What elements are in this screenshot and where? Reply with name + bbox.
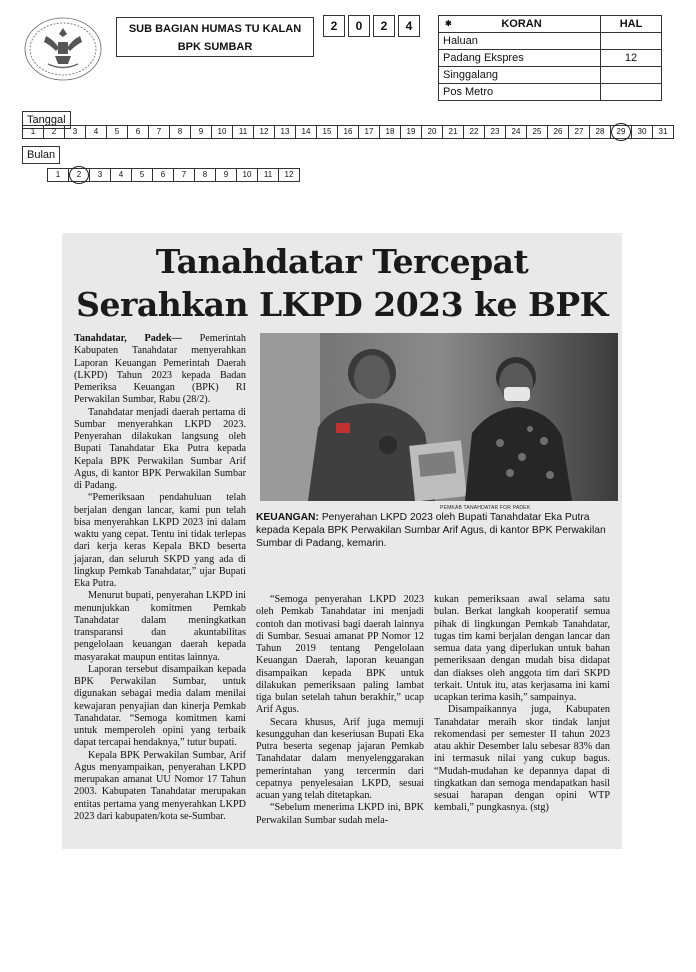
office-label-box (116, 17, 314, 57)
month-cell: 3 (90, 168, 111, 182)
day-cell: 23 (485, 125, 506, 139)
month-cell: 9 (216, 168, 237, 182)
day-cell: 12 (254, 125, 275, 139)
article-paragraph: Menurut bupati, penyerahan LKPD ini menunjukkan komitmen Pemkab Tanahdatar dalam meningkatkan transparansi dan akuntabilitas pengelolaan keuangan daerah kepada masyarakat maupun entitas lainnya. (74, 590, 246, 663)
article-paragraph: Tanahdatar, Padek— Pemerintah Kabupaten Tanahdatar menyerahkan Laporan Keuangan Pemerintah Daerah (LKPD) Tahun 2023 kepada Badan Pemeriksa Keuangan (BPK) RI Perwakilan Sumbar, Rabu (28/2). (74, 333, 246, 406)
day-cell: 21 (443, 125, 464, 139)
day-cell: 1 (22, 125, 44, 139)
article-paragraph: Kepala BPK Perwakilan Sumbar, Arif Agus menyampaikan, penyerahan LKPD merupakan amanat UU Nomor 17 Tahun 2003. Kabupaten Tanahdatar merupakan entitas pertama yang menyerahkan LKPD 2023 dari kabupaten/kota se-Sumbar. (74, 749, 246, 822)
hal-header: HAL (619, 18, 643, 30)
day-cell: 4 (86, 125, 107, 139)
article-paragraph: kukan pemeriksaan awal selama satu bulan. Berkat langkah kooperatif semua pihak di lingkungan Pemkab Tanahdatar, tugas tim kami berjalan dengan lancar dan semua data yang diperlukan untuk bahan pemeriksaan dengan mudah bisa didapat dan diakses oleh anggota tim dari SKPD terkait. Untuk itu, atas kerjasama ini kami ucapkan terima kasih,” sampainya. (434, 594, 610, 703)
day-cell: 29 (611, 125, 632, 139)
day-cell: 17 (359, 125, 380, 139)
garuda-emblem-icon (22, 14, 104, 84)
article-paragraph: Laporan tersebut disampaikan kepada BPK Perwakilan Sumbar, untuk digunakan sebagai media dalam menilai kewajaran penyajian dan kinerja Pemkab Tanahdatar. “Semoga komitmen kami untuk memperoleh opini yang terbaik dapat tercapai hendaknya,” tutur bupati. (74, 663, 246, 749)
office-line-1: SUB BAGIAN HUMAS TU KALAN (128, 23, 302, 35)
day-cell: 14 (296, 125, 317, 139)
month-cell: 7 (174, 168, 195, 182)
day-cell: 31 (653, 125, 674, 139)
month-cell: 8 (195, 168, 216, 182)
day-cell: 16 (338, 125, 359, 139)
article-photo (260, 333, 618, 501)
headline-line-1: Tanahdatar Tercepat (155, 242, 529, 281)
month-cell: 12 (279, 168, 300, 182)
newspaper-page (601, 67, 661, 83)
caption-label: KEUANGAN: (256, 512, 319, 523)
newspaper-table (438, 15, 662, 101)
handover-photo-icon (260, 333, 618, 501)
day-cell: 13 (275, 125, 296, 139)
day-cell: 19 (401, 125, 422, 139)
month-cells (47, 168, 300, 182)
month-cell: 2 (69, 168, 90, 182)
day-cell: 10 (212, 125, 233, 139)
article-paragraph: “Semoga penyerahan LKPD 2023 oleh Pemkab Tanahdatar ini menjadi contoh dan motivasi bagi daerah lainnya di Sumbar. Sesuai amanat PP Nomor 12 Tahun 2019 tentang Pengelolaan Keuangan Daerah, laporan keuangan disampaikan kepada BPK untuk dilakukan pemeriksaan paling lambat tiga bulan setelah tahun berakhir,” ucap Arif Agus. (256, 594, 424, 716)
year-digit: 0 (348, 15, 370, 37)
article-paragraph: Disampaikannya juga, Kabupaten Tanahdatar meraih skor tindak lanjut rekomendasi per semester II tahun 2023 atau akhir Desember lalu sebesar 83% dan ini termasuk nilai yang cukup bagus. “Mudah-mudahan ke depannya dapat di tingkatkan dan semoga mendapatkan hasil sesuai harapan dengan opini WTP kembali,” pungkasnya. (stg) (434, 704, 610, 814)
newspaper-row (439, 33, 661, 50)
caption-text: Penyerahan LKPD 2023 oleh Bupati Tanahdatar Eka Putra kepada Kepala BPK Perwakilan Sumbar Arif Agus, di kantor BPK Perwakilan Sumbar di Padang, kemarin. (256, 512, 606, 549)
newspaper-page: 12 (624, 52, 638, 64)
day-cell: 27 (569, 125, 590, 139)
month-cell: 6 (153, 168, 174, 182)
day-cell: 15 (317, 125, 338, 139)
day-cell: 20 (422, 125, 443, 139)
year-boxes (323, 15, 423, 37)
article-paragraph: “Pemeriksaan pendahuluan telah berjalan dengan lancar, kami pun telah bisa menyerahkan LKPD 2023 ini dalam waktu yang cepat. Tentu ini tidak terlepas dari kerja keras Kepala BKD beserta jajaran, dan seluruh SKPD yang ada di lingkup Pemkab Tanahdatar,” ujar Bupati Eka Putra. (74, 492, 246, 589)
month-cell: 4 (111, 168, 132, 182)
article-paragraph: Tanahdatar menjadi daerah pertama di Sumbar menyerahkan LKPD 2023. Penyerahan dilakukan langsung oleh Bupati Tanahdatar Eka Putra kepada Kepala BPK Perwakilan Sumbar Arif Agus, di kantor BPK Perwakilan Sumbar di Padang. (74, 406, 246, 491)
article-dateline: Tanahdatar, Padek— (74, 333, 182, 344)
day-cell: 9 (191, 125, 212, 139)
bulan-label: Bulan (22, 146, 60, 164)
article-headline (62, 240, 622, 326)
article-paragraph: “Sebelum menerima LKPD ini, BPK Perwakilan Sumbar sudah mela- (256, 802, 424, 826)
garuda-emblem (22, 14, 104, 84)
day-cell: 24 (506, 125, 527, 139)
article-column-2 (256, 594, 424, 827)
day-cell: 25 (527, 125, 548, 139)
day-cell: 28 (590, 125, 611, 139)
newspaper-page (601, 33, 661, 49)
year-digit: 4 (398, 15, 420, 37)
day-cell: 18 (380, 125, 401, 139)
day-cell: 11 (233, 125, 254, 139)
day-cell: 2 (44, 125, 65, 139)
month-cell: 10 (237, 168, 258, 182)
day-cell: 3 (65, 125, 86, 139)
headline-line-2: Serahkan LKPD 2023 ke BPK (76, 285, 608, 324)
day-cell: 26 (548, 125, 569, 139)
article-column-1 (74, 333, 246, 823)
month-cell: 11 (258, 168, 279, 182)
photo-caption (256, 512, 618, 550)
newspaper-row (439, 50, 661, 67)
newspaper-row (439, 67, 661, 84)
newspaper-table-header (439, 16, 661, 33)
office-line-2: BPK SUMBAR (177, 41, 253, 53)
day-cell: 8 (170, 125, 191, 139)
newspaper-page (601, 84, 661, 100)
year-digit: 2 (373, 15, 395, 37)
newspaper-name: Padang Ekspres (439, 50, 601, 66)
month-cell: 1 (47, 168, 69, 182)
day-cell: 30 (632, 125, 653, 139)
koran-header: KORAN (501, 18, 542, 30)
newspaper-name: Singgalang (439, 67, 601, 83)
day-cell: 22 (464, 125, 485, 139)
photo-credit: PEMKAB TANAHDATAR FOR PADEK (440, 505, 531, 511)
month-cell: 5 (132, 168, 153, 182)
year-digit: 2 (323, 15, 345, 37)
newspaper-name: Pos Metro (439, 84, 601, 100)
day-cell: 7 (149, 125, 170, 139)
article-paragraph: Secara khusus, Arif juga memuji kesungguhan dan keseriusan Bupati Eka Putra beserta segenap jajaran Pemkab Tanahdatar dalam menyelenggarakan pemerintahan yang tercermin dari cepatnya penyelesaian LKPD, sesuai acuan yang telah ditetapkan. (256, 716, 424, 801)
newspaper-row (439, 84, 661, 100)
star-icon: ✱ (445, 19, 452, 28)
newspaper-name: Haluan (439, 33, 601, 49)
article-column-3 (434, 594, 610, 815)
day-cell: 5 (107, 125, 128, 139)
tanggal-label: Tanggal (22, 111, 71, 129)
day-cell: 6 (128, 125, 149, 139)
day-cells (22, 125, 674, 139)
